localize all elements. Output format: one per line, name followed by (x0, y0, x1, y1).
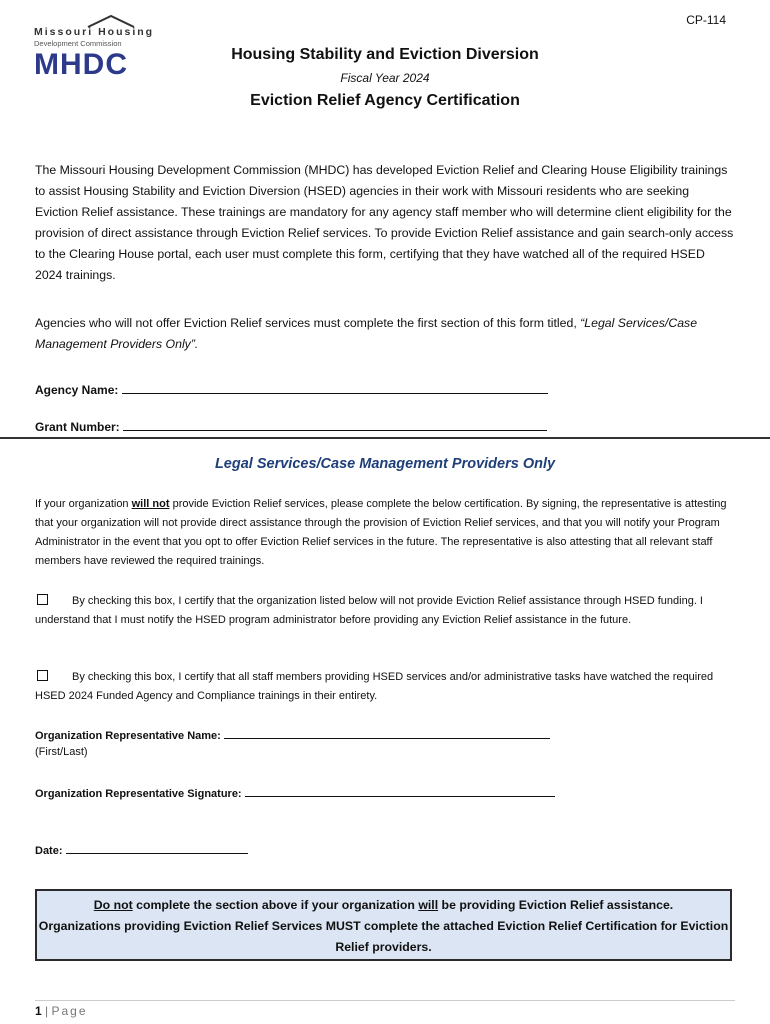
certify-no-assistance-checkbox[interactable] (37, 594, 48, 605)
rep-name-label: Organization Representative Name: (35, 730, 221, 742)
footer-separator: | (45, 1004, 49, 1018)
section-title: Legal Services/Case Management Providers Only (214, 456, 556, 472)
agency-name-label: Agency Name: (35, 383, 119, 397)
form-id: CP-114 (686, 13, 726, 27)
agency-name-row (35, 383, 548, 397)
grant-number-input[interactable] (123, 420, 547, 431)
agencies-note (35, 313, 735, 355)
section-divider (0, 437, 770, 439)
logo-line1: Missouri Housing (34, 26, 155, 38)
logo-abbrev: MHDC (34, 48, 128, 81)
page-subtitle: Eviction Relief Agency Certification (250, 92, 520, 109)
rep-signature-input[interactable] (245, 786, 555, 797)
notice-line1-a: complete the section above if your organization (132, 898, 419, 912)
intro-paragraph: The Missouri Housing Development Commission (MHDC) has developed Eviction Relief and Clearing House Eligibility trainings to assist Housing Stability and Eviction Diversion (HSED) agencies in their work with Missouri residents who are seeking Eviction Relief assistance. These trainings are mandatory for any agency staff member who will determine client eligibility for the provision of direct assistance through Eviction Relief services. To provide Eviction Relief assistance and gain search-only access to the Clearing House portal, each user must complete this form, certifying that they have watched all of the required HSED 2024 trainings. (35, 163, 734, 282)
page-label: Page (51, 1004, 88, 1018)
rep-name-row (35, 728, 550, 742)
fiscal-year: Fiscal Year 2024 (340, 71, 430, 85)
agency-name-input[interactable] (122, 383, 548, 394)
checkbox2-row (35, 668, 735, 706)
notice-will: will (418, 898, 439, 912)
rep-signature-row (35, 786, 555, 800)
date-input[interactable] (66, 843, 248, 854)
notice-line1-b: be providing Eviction Relief assistance. (438, 898, 674, 912)
checkbox1-row (35, 592, 735, 630)
section-intro-a: If your organization (35, 498, 132, 510)
page-number: 1 (35, 1004, 42, 1018)
date-row (35, 843, 248, 857)
checkbox2-label: By checking this box, I certify that all staff members providing HSED services and/or administrative tasks have watched the required HSED 2024 Funded Agency and Compliance trainings in their entirety. (35, 671, 714, 702)
certify-trainings-checkbox[interactable] (37, 670, 48, 681)
date-label: Date: (35, 845, 63, 857)
section-intro (35, 495, 735, 571)
agencies-note-quote: “Legal Services/Case Management Providers Only”. (35, 316, 698, 351)
logo-line2: Development Commission (34, 39, 122, 48)
section-intro-b: provide Eviction Relief services, please complete the below certification. By signing, the representative is attesting that your organization will not provide direct assistance through the provision of Eviction Relief services, and that you will notify your Program Administrator in the event that you opt to offer Eviction Relief services in the future. The representative is also attesting that all relevant staff members have reviewed the required trainings. (35, 498, 727, 567)
notice-box (35, 889, 732, 961)
rep-signature-label: Organization Representative Signature: (35, 788, 242, 800)
checkbox1-label: By checking this box, I certify that the organization listed below will not provide Eviction Relief assistance through HSED funding. I understand that I must notify the HSED program administrator before providing any Eviction Relief assistance in the future. (35, 595, 703, 626)
agencies-note-text: Agencies who will not offer Eviction Relief services must complete the first section of this form titled, (35, 316, 581, 330)
footer-divider (35, 1000, 735, 1001)
page-title: Housing Stability and Eviction Diversion (231, 46, 539, 63)
grant-number-label: Grant Number: (35, 420, 120, 434)
grant-number-row (35, 420, 547, 434)
notice-do-not: Do not (93, 898, 133, 912)
section-intro-emph: will not (131, 498, 170, 510)
rep-name-hint: (First/Last) (35, 746, 88, 758)
rep-name-input[interactable] (224, 728, 550, 739)
notice-line2: Organizations providing Eviction Relief Services MUST complete the attached Eviction Relief Certification for Eviction Relief providers. (38, 919, 729, 954)
notice-line1 (37, 895, 730, 916)
page-footer (35, 1004, 88, 1018)
